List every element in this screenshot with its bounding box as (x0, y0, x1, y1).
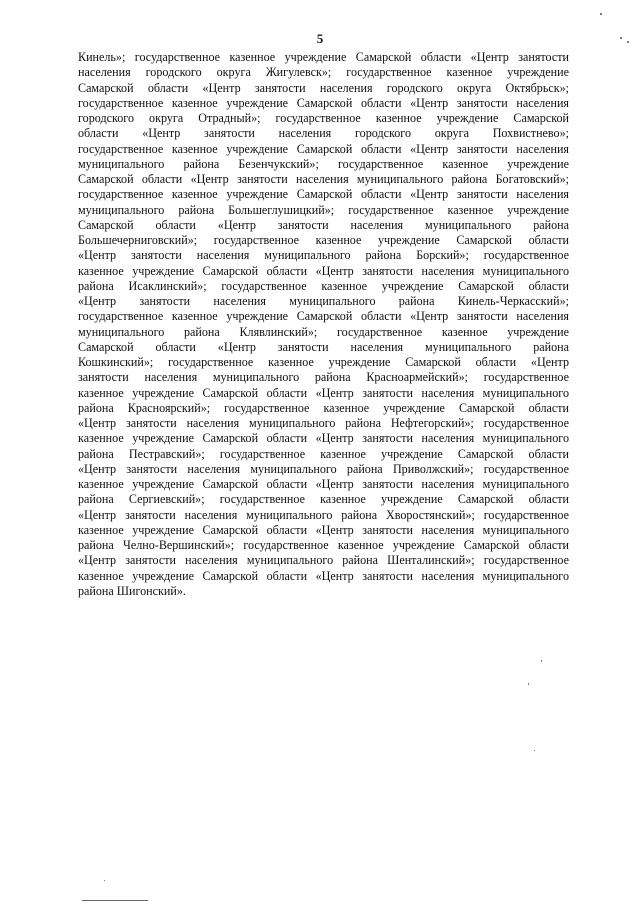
scan-speck (541, 660, 542, 662)
text-line: государственное казенное учреждение Самарской области «Центр занятости населения (78, 187, 569, 202)
text-line: муниципального района Большеглушицкий»; государственное казенное учреждение (78, 202, 569, 217)
text-line: государственное казенное учреждение Самарской области «Центр занятости населения (78, 309, 569, 324)
text-line: Кинель»; государственное казенное учреждение Самарской области «Центр занятости (78, 50, 569, 64)
text-line: казенное учреждение Самарской области «Центр занятости населения муниципального (78, 477, 569, 491)
text-line: городского округа Отрадный»; государственное казенное учреждение Самарской (78, 111, 569, 125)
text-line: области «Центр занятости населения городского округа Похвистнево»; (78, 126, 569, 141)
text-line: «Центр занятости населения муниципального района Приволжский»; государственное (78, 461, 569, 476)
text-line: Самарской области «Центр занятости населения муниципального района (78, 217, 569, 232)
text-line: казенное учреждение Самарской области «Центр занятости населения муниципального (78, 522, 569, 537)
text-line: Самарской области «Центр занятости населения муниципального района Богатовский»; (78, 172, 569, 186)
text-line: населения городского округа Жигулевск»; государственное казенное учреждение (78, 65, 569, 80)
scan-speck (600, 13, 602, 15)
text-line: Самарской области «Центр занятости населения муниципального района (78, 339, 569, 354)
footer-rule (82, 900, 148, 901)
scan-speck (528, 683, 529, 685)
text-line: занятости населения муниципального района Красноармейский»; государственное (78, 370, 569, 385)
text-line: казенное учреждение Самарской области «Центр занятости населения муниципального (78, 263, 569, 278)
text-line: района Сергиевский»; государственное казенное учреждение Самарской области (78, 492, 569, 507)
text-line: «Центр занятости населения муниципального района Шенталинский»; государственное (78, 553, 569, 568)
text-line: Самарской области «Центр занятости населения городского округа Октябрьск»; (78, 80, 569, 95)
text-line: района Челно-Вершинский»; государственное казенное учреждение Самарской области (78, 538, 569, 552)
text-line: Кошкинский»; государственное казенное учреждение Самарской области «Центр (78, 355, 569, 369)
text-line: казенное учреждение Самарской области «Центр занятости населения муниципального (78, 385, 569, 400)
text-line: «Центр занятости населения муниципального района Борский»; государственное (78, 248, 569, 263)
scan-speck (627, 41, 629, 43)
text-line: «Центр занятости населения муниципального района Нефтегорский»; государственное (78, 416, 569, 430)
text-line: казенное учреждение Самарской области «Центр занятости населения муниципального (78, 568, 569, 583)
text-line: района Пестравский»; государственное казенное учреждение Самарской области (78, 446, 569, 461)
text-line: Большечерниговский»; государственное казенное учреждение Самарской области (78, 233, 569, 247)
text-line: муниципального района Безенчукский»; государственное казенное учреждение (78, 156, 569, 171)
scan-speck (620, 37, 622, 39)
text-line: района Красноярский»; государственное казенное учреждение Самарской области (78, 400, 569, 415)
scan-speck (104, 880, 105, 881)
text-line: государственное казенное учреждение Самарской области «Центр занятости населения (78, 95, 569, 110)
text-line: казенное учреждение Самарской области «Центр занятости населения муниципального (78, 431, 569, 446)
body-text (78, 50, 569, 599)
text-line: района Шигонский». (78, 583, 186, 598)
text-line: «Центр занятости населения муниципального района Хворостянский»; государственное (78, 507, 569, 522)
text-line: «Центр занятости населения муниципального района Кинель-Черкасский»; (78, 294, 569, 308)
text-line: государственное казенное учреждение Самарской области «Центр занятости населения (78, 141, 569, 156)
page-number: 5 (316, 31, 324, 46)
text-line: района Исаклинский»; государственное казенное учреждение Самарской области (78, 278, 569, 293)
scan-speck (534, 750, 535, 751)
text-line: муниципального района Клявлинский»; государственное казенное учреждение (78, 324, 569, 339)
